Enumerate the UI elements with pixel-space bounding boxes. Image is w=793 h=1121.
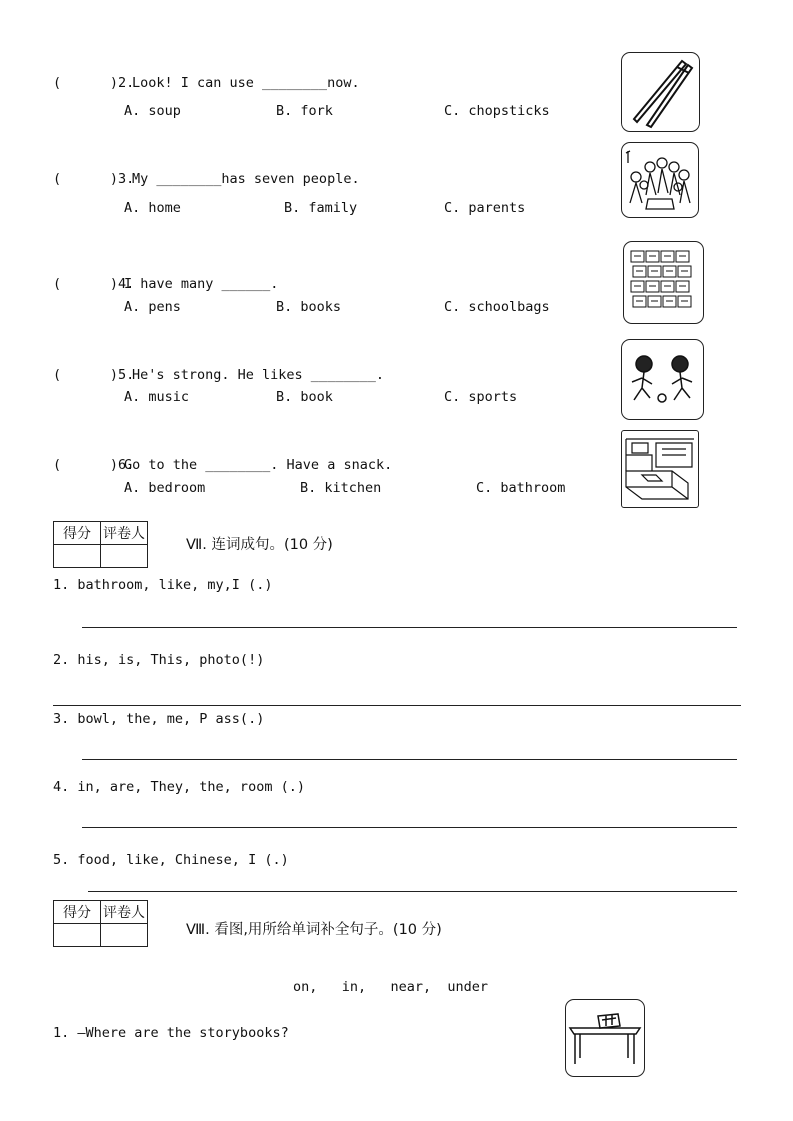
section-title: Ⅷ. 看图,用所给单词补全句子。(10 分) [186,922,442,938]
sentence-prompt: 2. his, is, This, photo(!) [53,652,265,668]
option-c[interactable]: C. bathroom [476,480,566,496]
word-bank: on, in, near, under [293,979,489,995]
score-table [53,521,148,568]
option-b[interactable]: B. books [276,299,342,315]
answer-paren-q6[interactable]: ( )6. [53,457,135,473]
grader-label: 评卷人 [101,522,148,545]
answer-paren-q4[interactable]: ( )4. [53,276,135,292]
option-a[interactable]: A. soup [124,103,181,119]
grader-box[interactable] [101,545,148,568]
question-stem: Look! I can use ________now. [132,75,360,91]
option-a[interactable]: A. bedroom [124,480,206,496]
answer-line[interactable] [82,827,737,828]
score-label: 得分 [54,901,101,924]
score-label: 得分 [54,522,101,545]
question-stem: Go to the ________. Have a snack. [124,457,393,473]
option-b[interactable]: B. family [284,200,358,216]
kitchen-icon [621,430,699,508]
option-c[interactable]: C. sports [444,389,518,405]
answer-line[interactable] [82,627,737,628]
sentence-prompt: 5. food, like, Chinese, I (.) [53,852,289,868]
option-a[interactable]: A. pens [124,299,181,315]
question-stem: 1. —Where are the storybooks? [53,1025,289,1041]
books-icon [623,241,704,324]
answer-line[interactable] [53,705,741,706]
answer-paren-q3[interactable]: ( )3. [53,171,135,187]
answer-line[interactable] [88,891,737,892]
grader-label: 评卷人 [101,901,148,924]
sentence-prompt: 1. bathroom, like, my,I (.) [53,577,273,593]
sports-icon [621,339,704,420]
question-stem: I have many ______. [124,276,279,292]
option-b[interactable]: B. fork [276,103,333,119]
answer-line[interactable] [82,759,737,760]
question-stem: He's strong. He likes ________. [132,367,384,383]
score-box[interactable] [54,545,101,568]
chopsticks-icon [621,52,700,132]
sentence-prompt: 4. in, are, They, the, room (.) [53,779,305,795]
option-c[interactable]: C. parents [444,200,526,216]
score-box[interactable] [54,924,101,947]
sentence-prompt: 3. bowl, the, me, P ass(.) [53,711,265,727]
score-table [53,900,148,947]
option-c[interactable]: C. chopsticks [444,103,550,119]
answer-paren-q2[interactable]: ( )2. [53,75,135,91]
section-title: Ⅶ. 连词成句。(10 分) [186,537,333,553]
option-b[interactable]: B. book [276,389,333,405]
answer-paren-q5[interactable]: ( )5. [53,367,135,383]
question-stem: My ________has seven people. [132,171,360,187]
family-icon [621,142,699,218]
option-a[interactable]: A. home [124,200,181,216]
option-c[interactable]: C. schoolbags [444,299,550,315]
grader-box[interactable] [101,924,148,947]
option-a[interactable]: A. music [124,389,190,405]
table-books-icon [565,999,645,1077]
option-b[interactable]: B. kitchen [300,480,382,496]
